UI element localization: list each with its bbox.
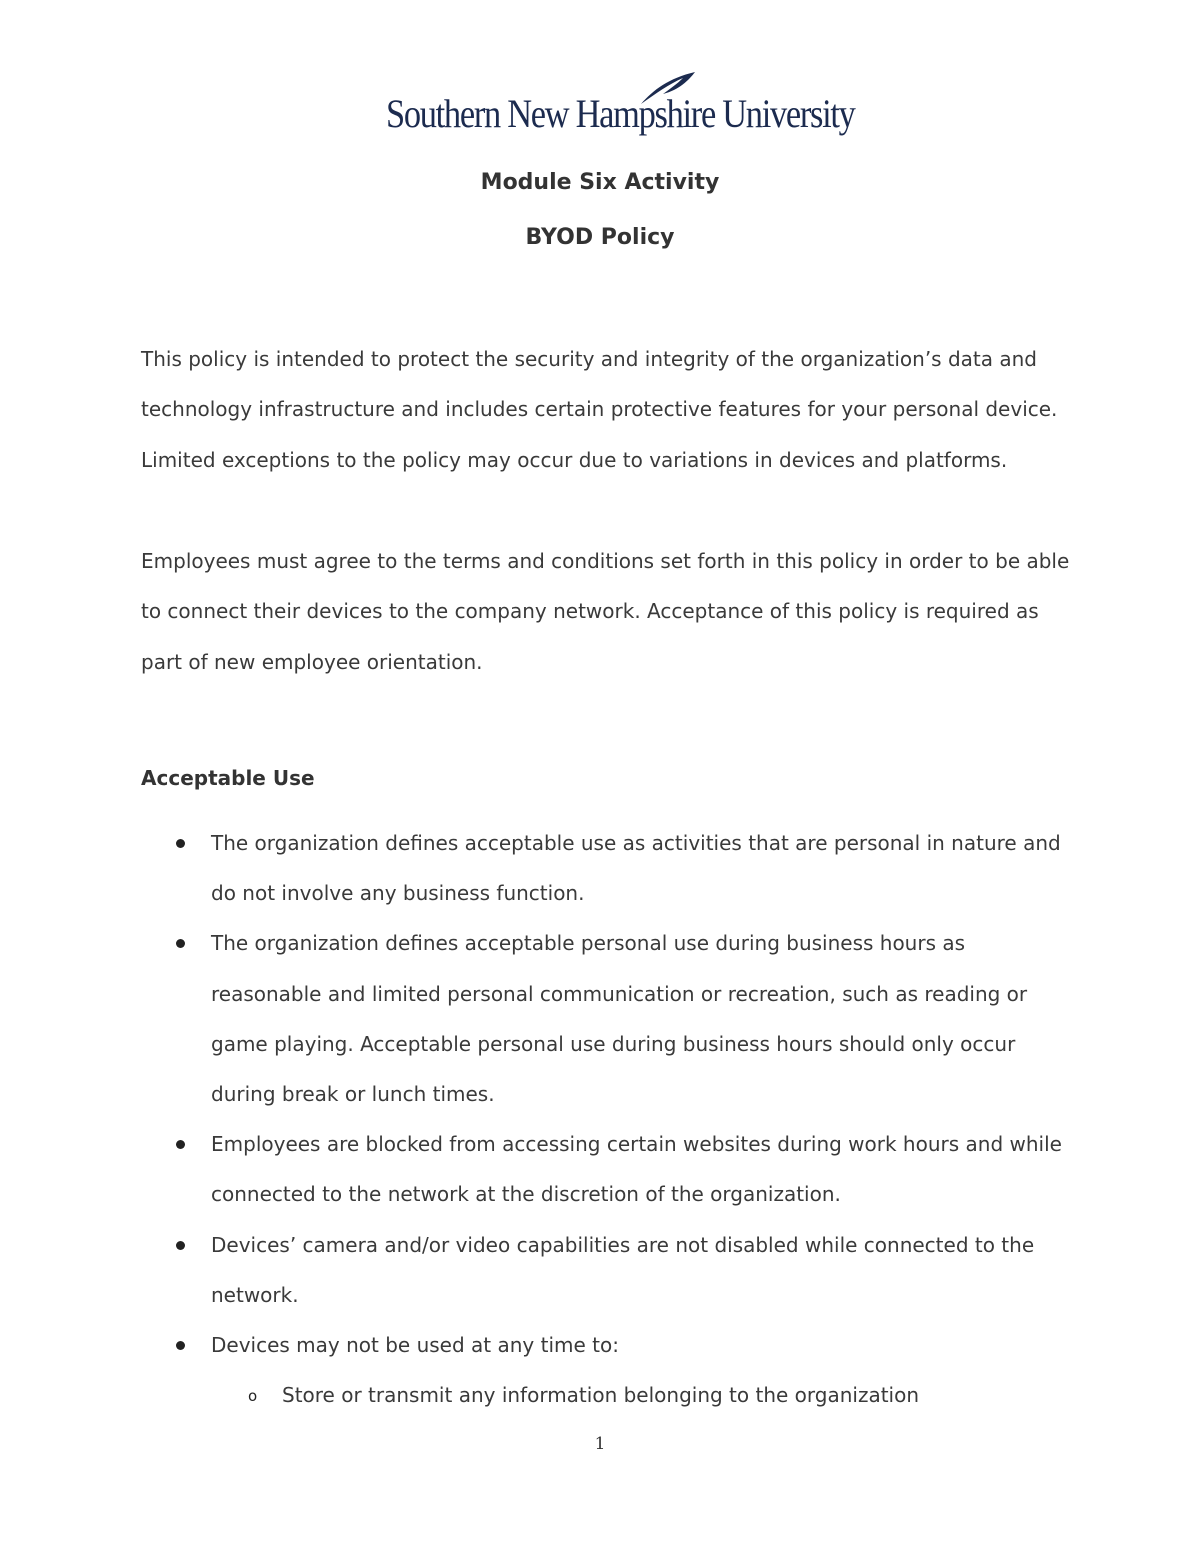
list-item-text: The organization defines acceptable use as activities that are personal in nature and do not involve any business function. [211,831,1061,906]
sub-list-item-text: Store or transmit any information belonging to the organization [282,1383,920,1408]
list-item-text: Devices may not be used at any time to: [211,1333,619,1358]
list-item [0,1119,1071,1219]
intro-paragraph: This policy is intended to protect the security and integrity of the organization’s data and technology infrastructure and includes certain protective features for your personal device. Limited exceptions to the policy may occur due to variations in devices and platforms. [141,347,1058,472]
section-heading-acceptable-use: Acceptable Use [141,766,315,790]
bullet-icon [176,1341,185,1350]
bullet-icon [176,1241,185,1250]
list-item [0,1320,1071,1370]
document-title: Module Six Activity [480,170,720,195]
intro-paragraph-2: Employees must agree to the terms and conditions set forth in this policy in order to be able to connect their devices to the company network. Acceptance of this policy is required as part of new employee orientation. [141,549,1070,674]
list-item-text: Employees are blocked from accessing certain websites during work hours and while connected to the network at the discretion of the organization. [211,1132,1062,1207]
page-number: 1 [594,1434,606,1454]
list-item-text: Devices’ camera and/or video capabilities are not disabled while connected to the network. [211,1232,1035,1307]
document-subtitle: BYOD Policy [525,225,675,250]
list-item [0,918,1071,1119]
bullet-icon [176,939,185,948]
university-logo [386,70,855,136]
list-item [0,818,1071,918]
sub-list-item [0,1370,1082,1420]
feather-icon [639,70,699,106]
sub-bullet-icon: o [248,1387,258,1406]
list-item-text: The organization defines acceptable personal use during business hours as reasonable and limited personal communication or recreation, such as reading or game playing. Acceptable personal use during business hours should only occur during break or lunch times. [211,931,1028,1107]
acceptable-use-list [0,818,1200,1420]
bullet-icon [176,1140,185,1149]
list-item [0,1220,1071,1320]
logo-wordmark: Southern New Hampshire University [386,91,855,136]
bullet-icon [176,839,185,848]
